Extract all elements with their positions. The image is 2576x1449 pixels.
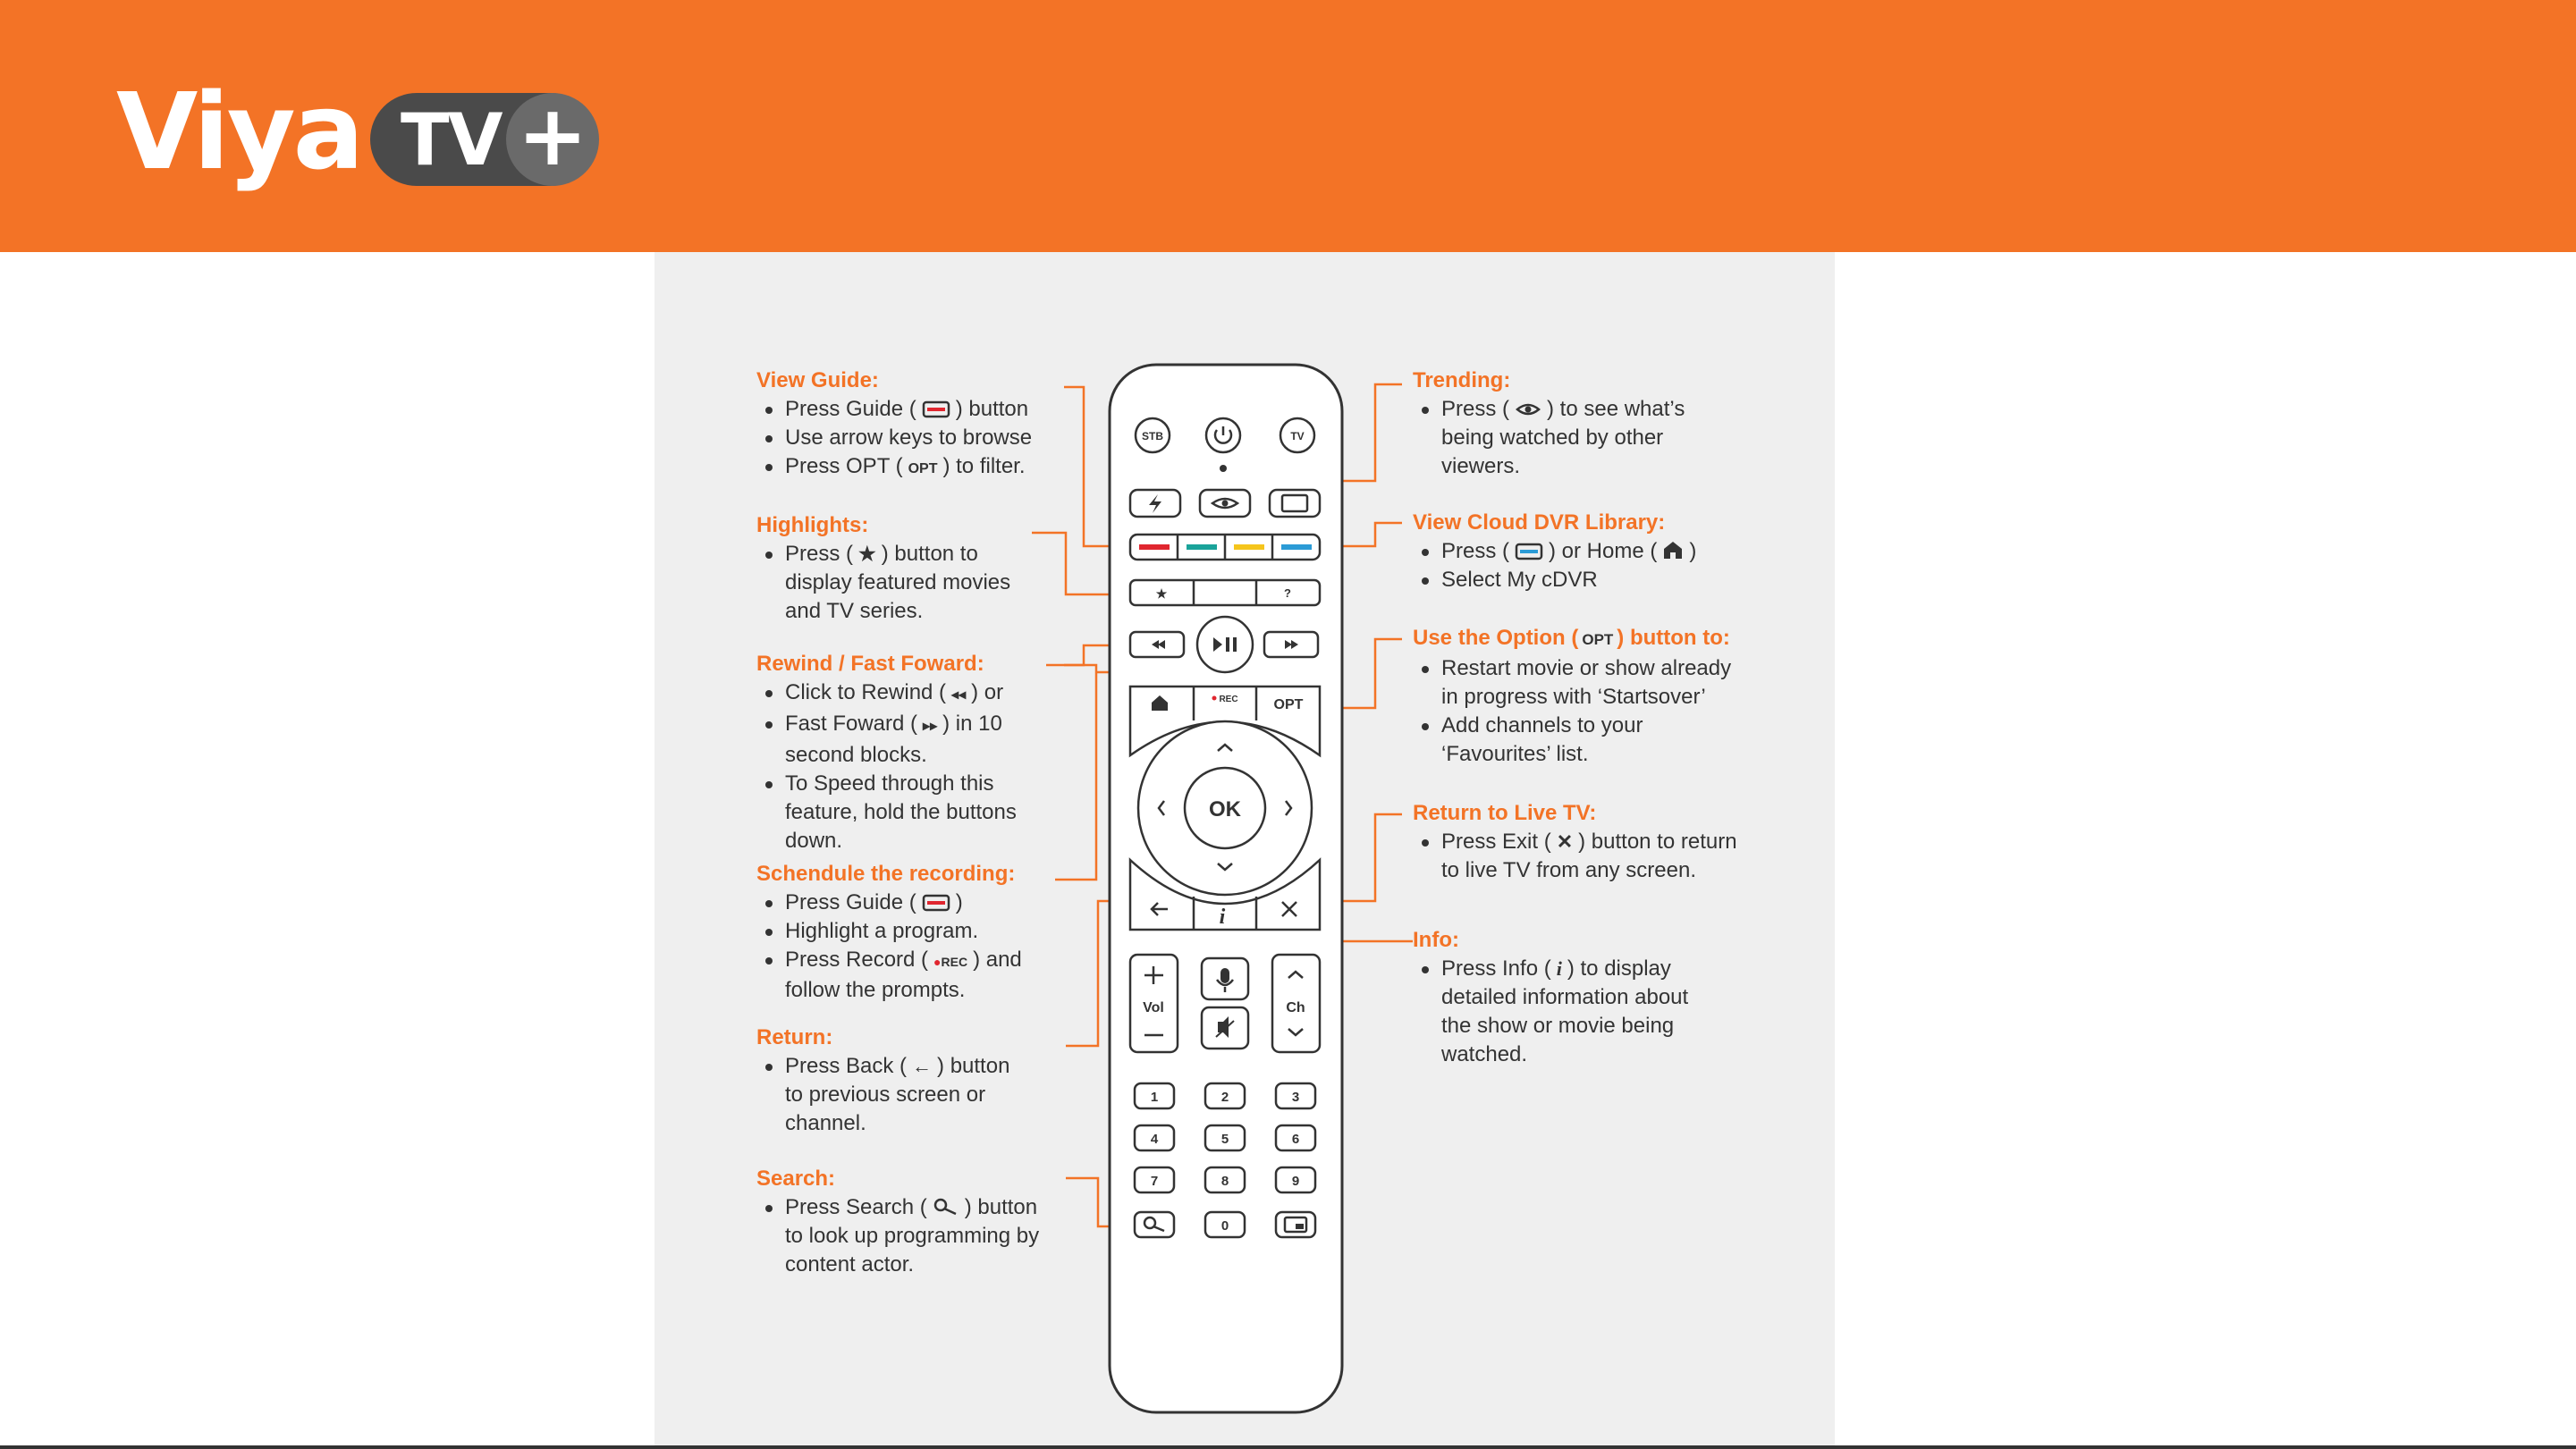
list-item: To Speed through this feature, hold the buttons down. — [756, 770, 1078, 855]
opt-label: OPT — [908, 461, 938, 476]
blue-button[interactable] — [1281, 544, 1312, 550]
list-item: Press Record ( ●REC ) and follow the prompts. — [756, 946, 1078, 1005]
logo-tv-text: TV — [401, 98, 502, 181]
logo-plus-icon: + — [517, 88, 588, 185]
digit-label: 8 — [1220, 1174, 1229, 1189]
digit-label: 6 — [1291, 1132, 1300, 1147]
digit-label: 3 — [1291, 1090, 1300, 1105]
ch-label: Ch — [1286, 1000, 1305, 1015]
section-title: Return: — [756, 1025, 833, 1049]
digit-label: 0 — [1220, 1218, 1229, 1234]
section-title: View Guide: — [756, 368, 879, 392]
ok-label: OK — [1209, 797, 1241, 821]
stb-label: STB — [1142, 430, 1163, 442]
record-dot — [1212, 696, 1217, 701]
vol-label: Vol — [1143, 1000, 1164, 1015]
section-title: Rewind / Fast Foward: — [756, 652, 984, 676]
list-item: Click to Rewind ( ◂◂ ) or — [756, 678, 1078, 710]
list-item: Press Guide ( ) button — [756, 395, 1078, 424]
digit-label: 5 — [1220, 1132, 1229, 1147]
section-title: Search: — [756, 1167, 836, 1191]
close-icon: ✕ — [1556, 830, 1574, 853]
list-item: Press Search ( ) button to look up programming by content actor. — [756, 1193, 1096, 1279]
record-icon: ●REC — [933, 955, 968, 969]
opt-label: OPT — [1273, 697, 1304, 712]
digit-label: 4 — [1150, 1132, 1159, 1147]
section-title: Use the Option ( OPT ) button to: — [1413, 626, 1730, 650]
section-title: Highlights: — [756, 513, 869, 537]
section-title: View Cloud DVR Library: — [1413, 510, 1666, 535]
question-label: ? — [1284, 586, 1291, 600]
digit-label: 9 — [1291, 1174, 1300, 1189]
mic-icon — [1220, 968, 1229, 983]
list-item: Select My cDVR — [1413, 566, 1806, 594]
list-item: Use arrow keys to browse — [756, 424, 1078, 452]
digit-label: 1 — [1150, 1090, 1159, 1105]
list-item: Press OPT ( OPT ) to filter. — [756, 452, 1078, 484]
info-icon: i — [1556, 957, 1562, 980]
list-item: Press ( ) to see what’s being watched by other viewers. — [1413, 395, 1788, 481]
digit-label: 2 — [1220, 1090, 1229, 1105]
red-button[interactable] — [1139, 544, 1170, 550]
yellow-button[interactable] — [1234, 544, 1264, 550]
rewind-icon: ◂◂ — [951, 687, 967, 703]
teal-button[interactable] — [1187, 544, 1217, 550]
list-item: Add channels to your ‘Favourites’ list. — [1413, 712, 1806, 769]
tv-label: TV — [1290, 430, 1305, 442]
digit-label: 7 — [1150, 1174, 1159, 1189]
list-item: Press Back ( ← ) button to previous screen or channel. — [756, 1052, 1078, 1138]
logo-wordmark: Viya — [116, 70, 362, 193]
section-title: Trending: — [1413, 368, 1511, 392]
list-item: Highlight a program. — [756, 917, 1078, 946]
section-title: Schendule the recording: — [756, 862, 1016, 886]
list-item: Press Guide ( ) — [756, 889, 1078, 917]
input-button[interactable] — [1270, 490, 1320, 517]
fast-forward-icon: ▸▸ — [923, 719, 938, 734]
list-item: Press ( ★ ) button to display featured movies and TV series. — [756, 540, 1078, 626]
list-item: Press Exit ( ✕ ) button to return to live TV from any screen. — [1413, 828, 1806, 885]
list-item: Press ( ) or Home ( ) — [1413, 537, 1806, 566]
list-item: Fast Foward ( ▸▸ ) in 10 second blocks. — [756, 710, 1078, 770]
list-item: Restart movie or show already in progress with ‘Startsover’ — [1413, 654, 1806, 712]
star-icon: ★ — [858, 543, 876, 565]
play-pause-button[interactable] — [1197, 617, 1253, 672]
info-label: i — [1219, 906, 1226, 929]
section-title: Return to Live TV: — [1413, 801, 1597, 825]
back-arrow-icon: ← — [912, 1055, 933, 1077]
rec-label: REC — [1219, 695, 1238, 704]
section-title: Info: — [1413, 928, 1459, 952]
list-item: Press Info ( i ) to display detailed information about the show or movie being watched. — [1413, 955, 1806, 1069]
star-label: ★ — [1155, 586, 1168, 601]
